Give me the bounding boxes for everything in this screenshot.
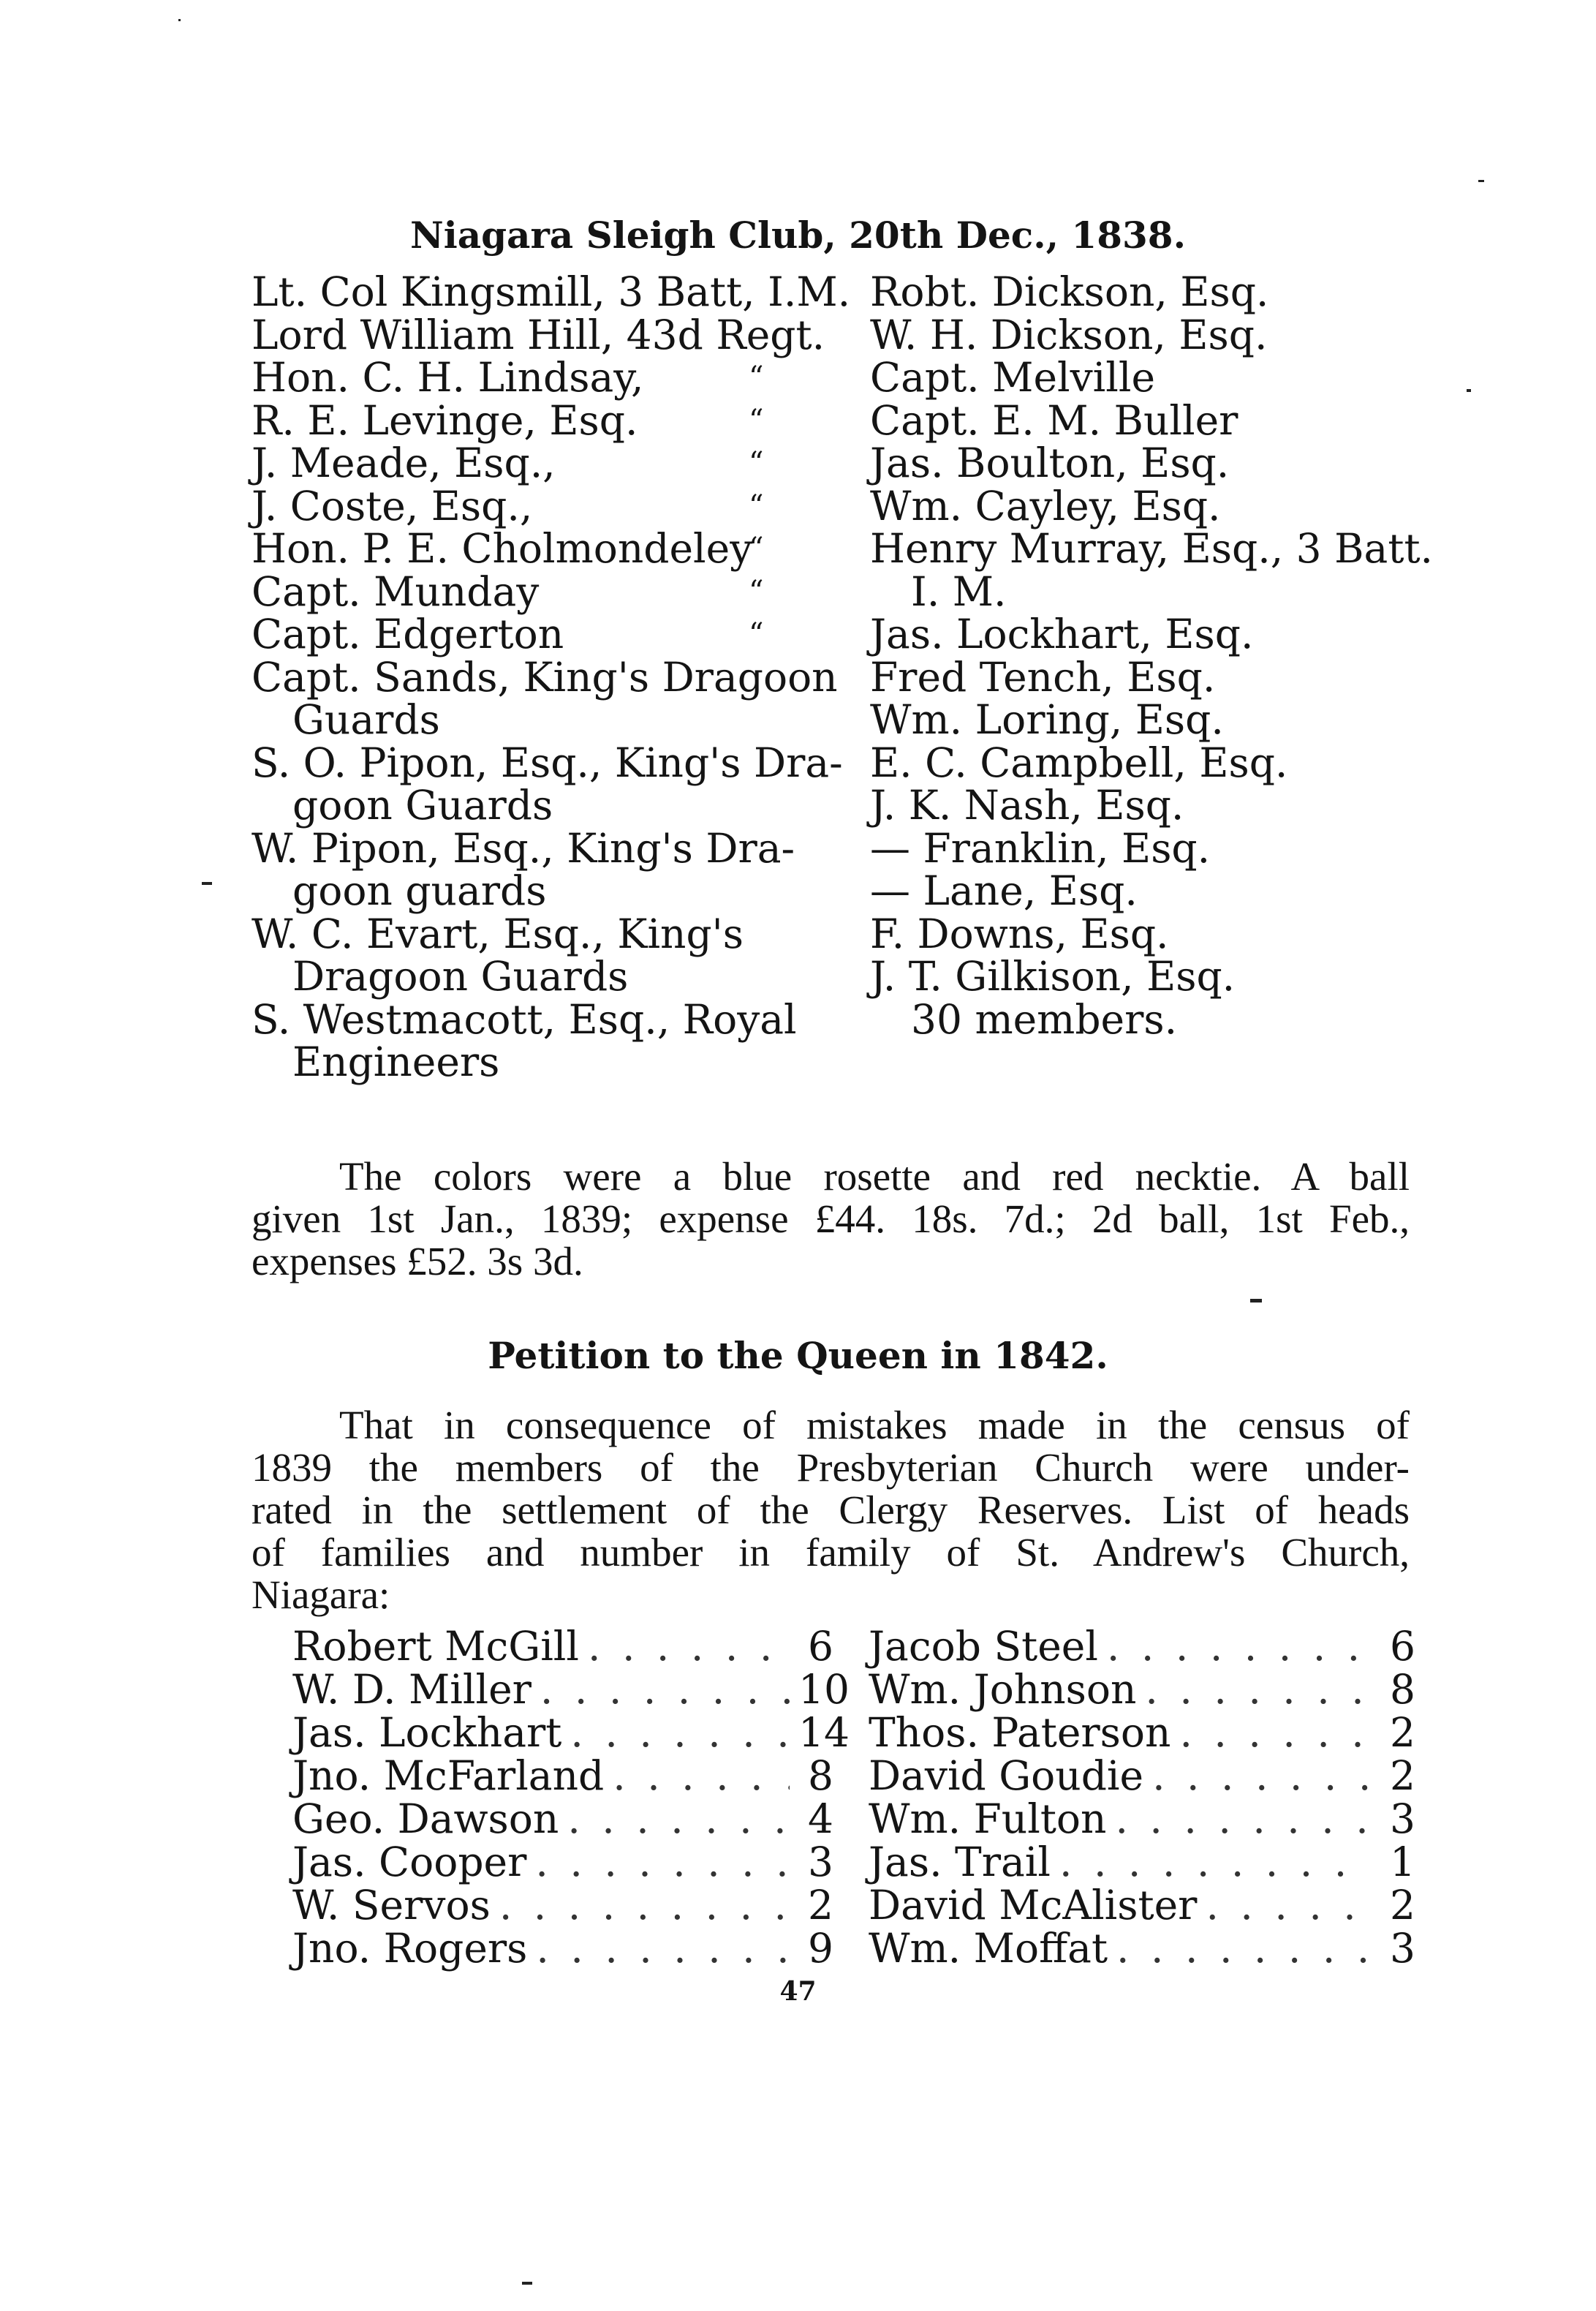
petition-paragraph [251, 1404, 1410, 1616]
member-line: Capt. Sands, King's Dragoon [251, 653, 838, 701]
family-count: 6 [808, 1623, 833, 1670]
family-head: W. D. Miller [292, 1666, 532, 1713]
member-line: Capt. Melville [870, 354, 1155, 401]
ditto-mark: “ [749, 361, 764, 394]
member-line: J. T. Gilkison, Esq. [870, 953, 1236, 1000]
ditto-mark: “ [749, 532, 764, 565]
ditto-mark: “ [749, 574, 764, 608]
family-head: Wm. Moffat [869, 1925, 1108, 1972]
family-head: Jas. Trail [869, 1839, 1051, 1885]
member-line: Henry Murray, Esq., 3 Batt. [870, 525, 1434, 572]
family-head: Jno. McFarland [292, 1752, 605, 1799]
leader-dots [499, 1884, 790, 1927]
family-count: 2 [1390, 1709, 1415, 1756]
ditto-mark: “ [749, 446, 764, 480]
member-line: Wm. Loring, Esq. [870, 696, 1224, 743]
family-row [869, 1841, 1415, 1884]
paragraph-line: Niagara: [251, 1572, 390, 1617]
paragraph-line: 1839 the members of the Presbyterian Church were under- [251, 1445, 1410, 1490]
paragraph-line: The colors were a blue rosette and red necktie. A ball [339, 1154, 1410, 1199]
member-line: Hon. C. H. Lindsay, “ [251, 354, 764, 401]
families-right-column [869, 1625, 1415, 1970]
family-row [869, 1795, 1415, 1842]
member-line: Capt. Munday “ [251, 568, 764, 615]
family-count: 9 [808, 1925, 833, 1972]
paragraph-line: given 1st Jan., 1839; expense £44. 18s. 7d.; 2d ball, 1st Feb., [251, 1196, 1410, 1241]
family-count: 2 [1390, 1752, 1415, 1799]
paragraph-line: That in consequence of mistakes made in the census of [339, 1403, 1410, 1447]
family-head: David Goudie [869, 1752, 1144, 1799]
family-count: 3 [808, 1839, 833, 1885]
family-count: 8 [808, 1752, 833, 1799]
member-line: Guards [292, 696, 440, 743]
member-line: W. C. Evart, Esq., King's [251, 910, 744, 957]
family-row [869, 1754, 1415, 1798]
member-line: I. M. [911, 568, 1007, 615]
leader-dots [1116, 1927, 1372, 1970]
club-members-left-column [251, 268, 851, 1085]
family-row [292, 1795, 833, 1842]
families-left-column [292, 1623, 850, 1972]
leader-dots [613, 1754, 790, 1798]
member-line: Lt. Col Kingsmill, 3 Batt, I.M. [251, 268, 851, 315]
ditto-mark: “ [749, 617, 764, 651]
member-line: Lord William Hill, 43d Regt. [251, 311, 825, 358]
family-row [869, 1668, 1415, 1711]
leader-dots [570, 1711, 790, 1754]
member-line: W. H. Dickson, Esq. [870, 311, 1268, 358]
member-line: S. O. Pipon, Esq., King's Dra- [251, 739, 843, 786]
family-head: Jas. Cooper [292, 1839, 527, 1885]
family-head: Thos. Paterson [869, 1709, 1171, 1756]
family-count: 10 [798, 1666, 850, 1713]
family-head: W. Servos [292, 1882, 491, 1929]
family-row [292, 1754, 833, 1798]
family-head: Jas. Lockhart [292, 1709, 562, 1756]
scan-speck [202, 882, 212, 885]
member-line: S. Westmacott, Esq., Royal [251, 995, 797, 1043]
family-head: Jno. Rogers [292, 1925, 528, 1972]
leader-dots [1059, 1841, 1372, 1884]
club-members-right-column [870, 268, 1434, 1043]
leader-dots [1206, 1884, 1372, 1927]
family-count: 3 [1390, 1795, 1415, 1842]
leader-dots [535, 1841, 790, 1884]
family-count: 1 [1390, 1839, 1415, 1885]
member-line: Fred Tench, Esq. [870, 653, 1216, 701]
colors-paragraph [251, 1156, 1410, 1283]
member-line: goon Guards [292, 782, 553, 829]
family-head: Geo. Dawson [292, 1795, 559, 1842]
family-head: Wm. Fulton [869, 1795, 1107, 1842]
member-line: Hon. P. E. Cholmondeley “ [251, 525, 764, 572]
leader-dots [540, 1668, 790, 1711]
family-count: 4 [808, 1795, 833, 1842]
scan-speck [522, 2282, 532, 2285]
member-line: J. Coste, Esq., “ [251, 482, 764, 529]
member-line: Engineers [292, 1038, 500, 1085]
family-row [292, 1709, 850, 1756]
family-row [869, 1884, 1415, 1927]
member-line: J. Meade, Esq., “ [251, 440, 764, 486]
member-line: Dragoon Guards [292, 953, 629, 1000]
family-head: Robert McGill [292, 1623, 579, 1670]
scan-speck [1467, 389, 1471, 392]
member-line: Capt. E. M. Buller [870, 396, 1238, 444]
leader-dots [1115, 1798, 1372, 1841]
leader-dots [567, 1798, 790, 1841]
member-line: — Franklin, Esq. [870, 824, 1211, 872]
leader-dots [1152, 1754, 1372, 1798]
family-row [869, 1625, 1415, 1668]
scan-speck [178, 19, 181, 21]
member-line: E. C. Campbell, Esq. [870, 739, 1288, 786]
member-line: Jas. Boulton, Esq. [870, 440, 1230, 486]
leader-dots [1107, 1625, 1372, 1668]
paragraph-line: of families and number in family of St. Andrew's Church, [251, 1530, 1410, 1575]
member-line: Capt. Edgerton “ [251, 611, 764, 657]
family-row [292, 1625, 833, 1668]
family-count: 6 [1390, 1623, 1415, 1670]
ditto-mark: “ [749, 403, 764, 437]
scan-speck [1478, 180, 1484, 182]
family-count: 8 [1390, 1666, 1415, 1713]
family-row [292, 1666, 850, 1713]
sleigh-club-heading: Niagara Sleigh Club, 20th Dec., 1838. [410, 214, 1186, 257]
member-line: Wm. Cayley, Esq. [870, 482, 1221, 529]
family-head: Wm. Johnson [869, 1666, 1137, 1713]
family-row [292, 1841, 833, 1884]
member-count-line: 30 members. [911, 995, 1178, 1043]
family-row [292, 1927, 833, 1970]
leader-dots [588, 1625, 790, 1668]
leader-dots [1145, 1668, 1372, 1711]
family-head: David McAlister [869, 1882, 1198, 1929]
family-count: 14 [798, 1709, 850, 1756]
member-line: Robt. Dickson, Esq. [870, 268, 1269, 315]
family-row [869, 1711, 1415, 1754]
page-number: 47 [779, 1976, 817, 2007]
petition-heading: Petition to the Queen in 1842. [488, 1334, 1108, 1377]
member-line: Jas. Lockhart, Esq. [870, 611, 1254, 657]
family-count: 2 [808, 1882, 833, 1929]
paragraph-line: rated in the settlement of the Clergy Reserves. List of heads [251, 1488, 1410, 1532]
family-row [869, 1927, 1415, 1970]
leader-dots [536, 1927, 790, 1970]
family-count: 2 [1390, 1882, 1415, 1929]
member-line: F. Downs, Esq. [870, 910, 1169, 957]
ditto-mark: “ [749, 489, 764, 523]
family-count: 3 [1390, 1925, 1415, 1972]
family-head: Jacob Steel [869, 1623, 1098, 1670]
member-line: goon guards [292, 867, 547, 914]
member-line: — Lane, Esq. [870, 867, 1138, 914]
member-line: J. K. Nash, Esq. [870, 782, 1184, 829]
family-row [292, 1884, 833, 1927]
member-line: W. Pipon, Esq., King's Dra- [251, 824, 795, 872]
leader-dots [1179, 1711, 1372, 1754]
member-line: R. E. Levinge, Esq. “ [251, 396, 764, 444]
scan-speck [1250, 1299, 1262, 1302]
paragraph-line: expenses £52. 3s 3d. [251, 1239, 583, 1283]
